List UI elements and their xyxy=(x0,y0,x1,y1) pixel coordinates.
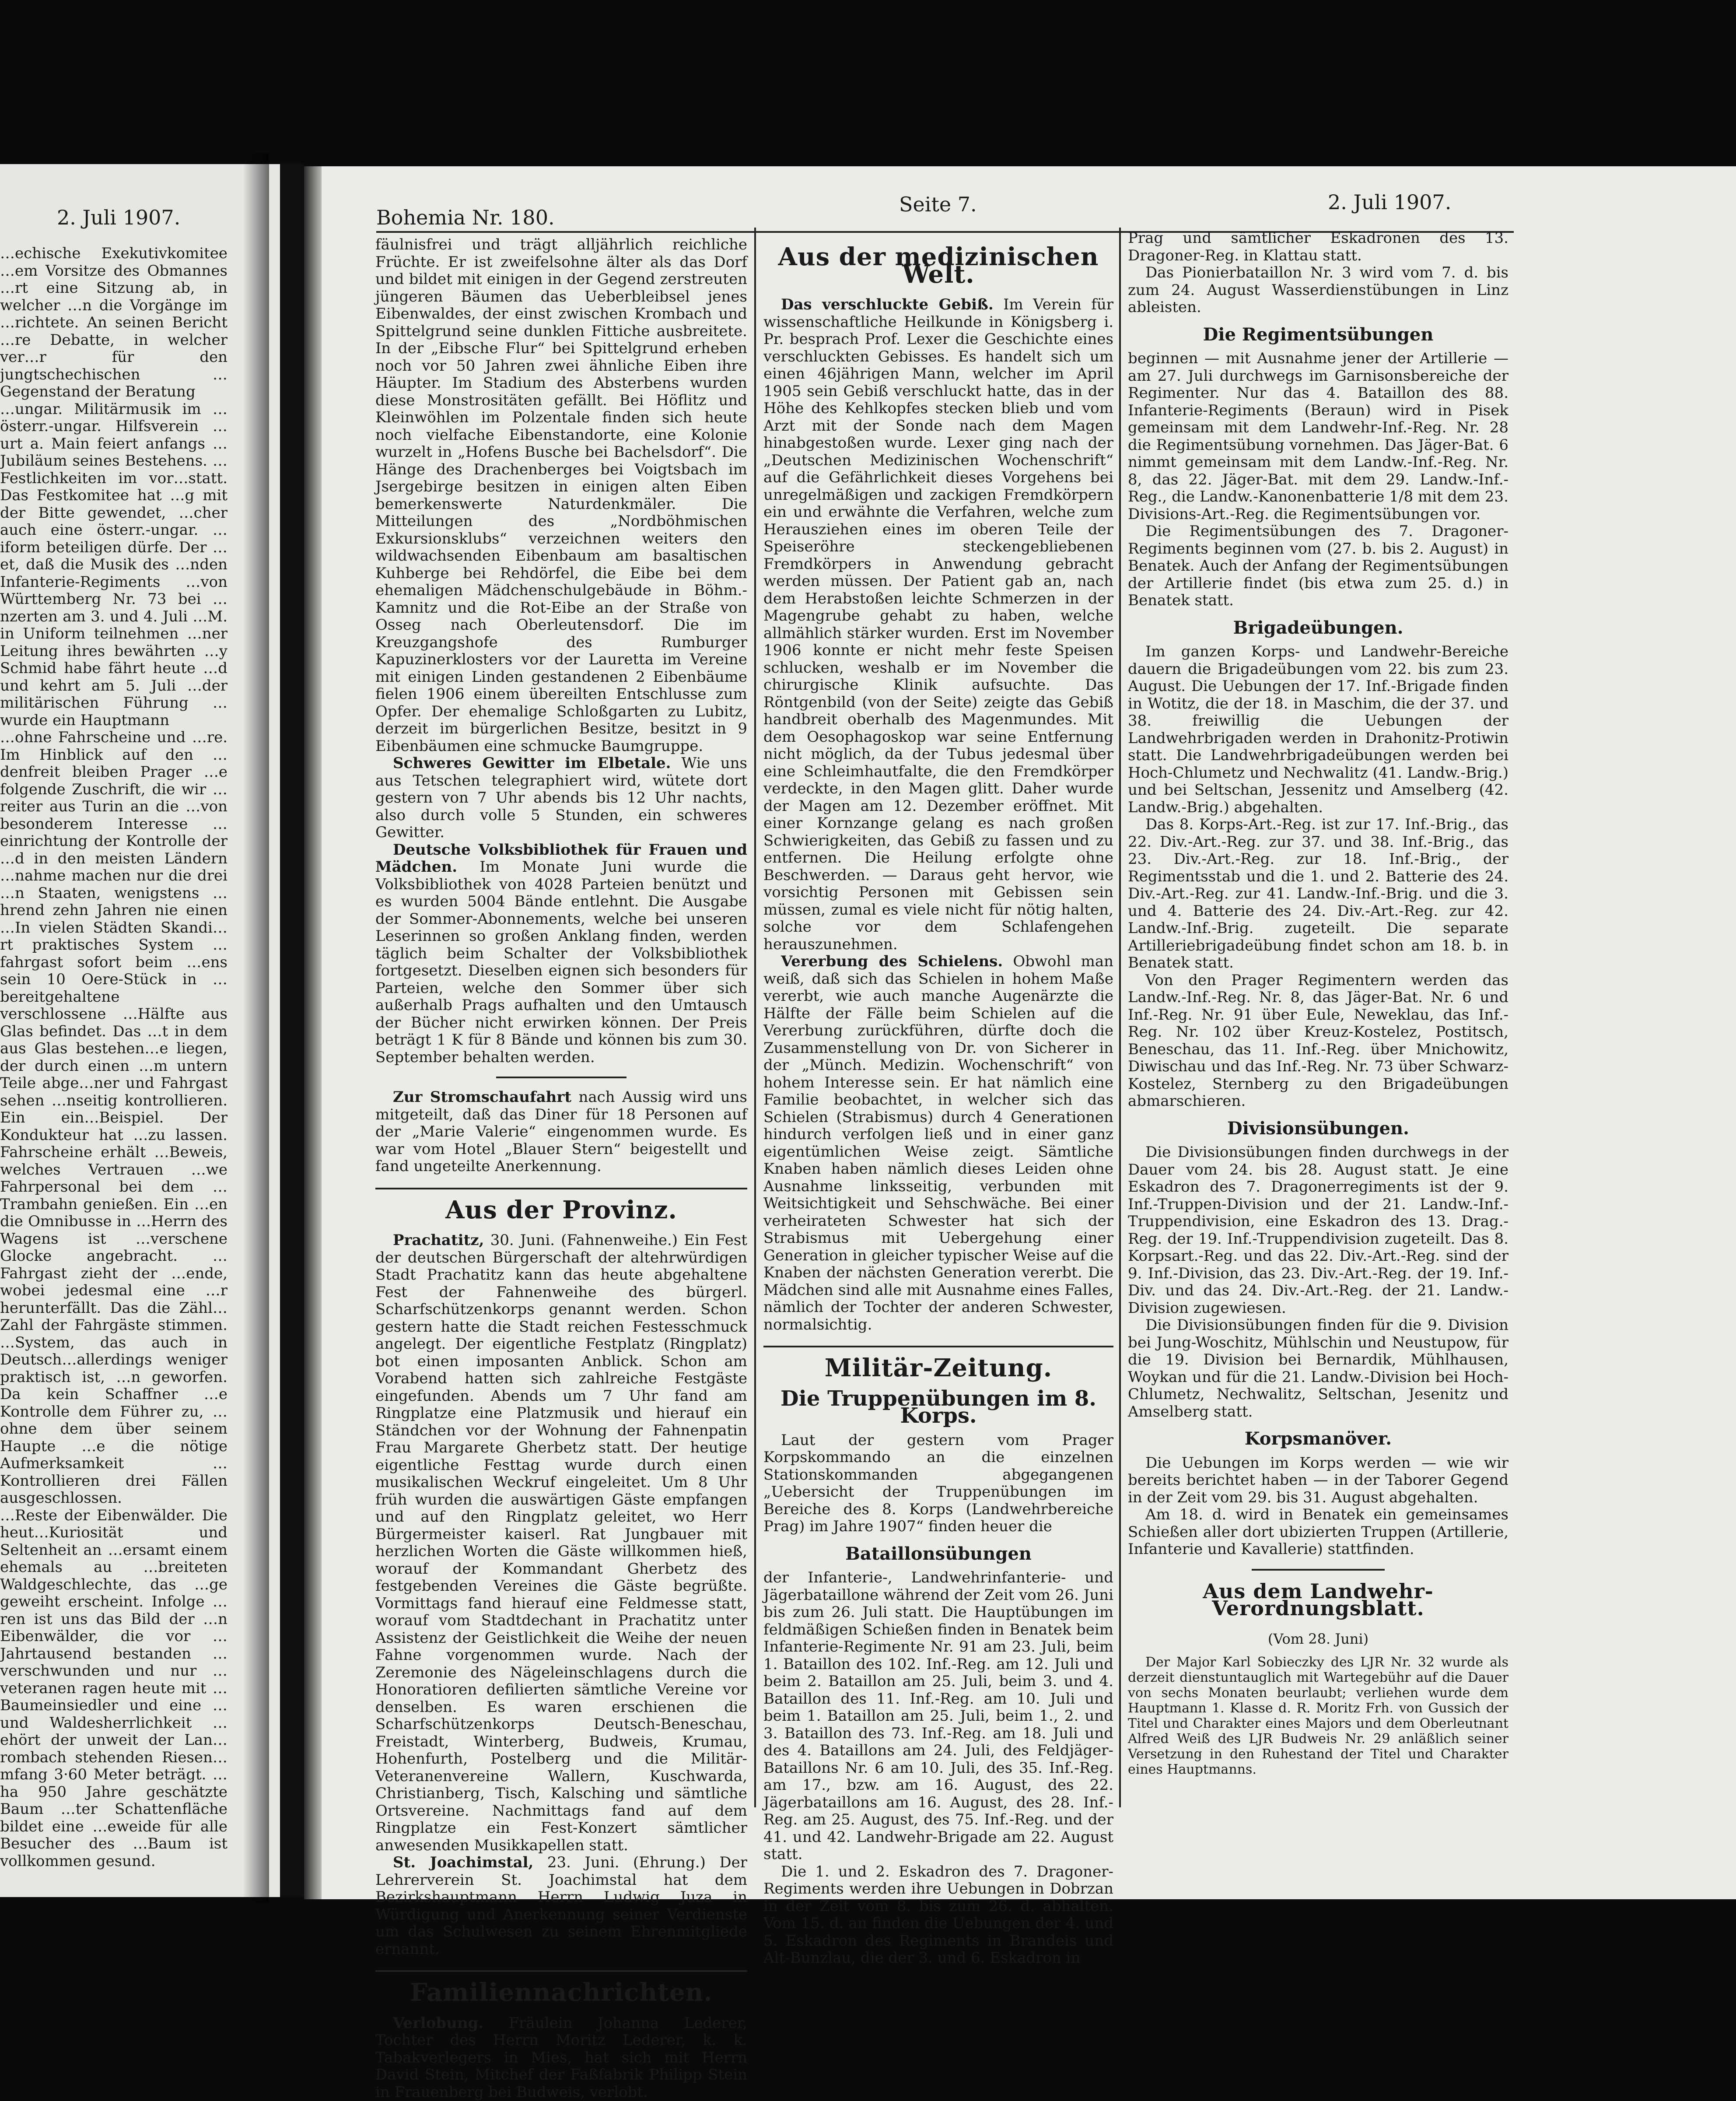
subsection-title: Bataillonsübungen xyxy=(763,1545,1113,1563)
article-text: Die Divisionsübungen finden für die 9. Division bei Jung-Woschitz, Mühlschin und Neustupow, für die 19. Division bei Bernardik, Mühlhausen, Woykan und für die 21. Landw.-Division bei Hoch-Chlumetz, Nechwalitz, Seltschan, Jesenitz und Amselberg statt. xyxy=(1128,1317,1508,1421)
left-paragraph: …Reste der Eibenwälder. Die heut…Kuriosität und Seltenheit an …ersamt einem ehemals au …breiteten Waldgeschlechte, das …ge geweiht erscheint. Infolge …ren ist uns das Bild der …n Eibenwälder, die vor …Jahrtausend bestanden …verschwunden und nur …veteranen ragen heute mit …Baumeinsiedler und eine …und Waldesherrlichkeit …ehört der unweit der Lan…rombach stehenden Riesen…mfang 3·60 Meter beträgt. …ha 950 Jahre geschätzte Baum …ter Schattenfläche bildet eine …eweide für alle Besucher des …Baum ist vollkommen gesund. xyxy=(0,1507,228,1870)
divider xyxy=(375,1970,747,1972)
article-kicker: Das verschluckte Gebiß. xyxy=(781,296,994,313)
page-spine xyxy=(304,166,322,1899)
column-2 xyxy=(763,236,1113,1755)
article-text: Am 18. d. wird in Benatek ein gemeinsames Schießen aller dort ubizierten Truppen (Artillerie, Infanterie und Kavallerie) stattfinden. xyxy=(1128,1506,1508,1558)
article-kicker: St. Joachimstal, xyxy=(393,1854,533,1871)
article-text: 30. Juni. (Fahnenweihe.) Ein Fest der deutschen Bürgerschaft der altehrwürdigen Stadt Prachatitz kann das heute abgehaltene Fest der Fahnenweihe des bürgerl. Scharfschützenkorps genannt werden. Schon gestern hatte die Stadt reichen Festesschmuck angelegt. Der eigentliche Festplatz (Ringplatz) bot einen imposanten Anblick. Schon am Vorabend hatten sich zahlreiche Festgäste eingefunden. Abends um 7 Uhr fand am Ringplatze eine Platzmusik und hierauf ein Ständchen vor der Wohnung der Fahnenpatin Frau Margarete Gherbetz statt. Der heutige eigentliche Festtag wurde durch einen musikalischen Weckruf eingeleitet. Um 8 Uhr früh wurden die auswärtigen Gäste empfangen und auf den Ringplatz geleitet, wo Herr Bürgermeister kaiserl. Rat Jungbauer mit herzlichen Worten die Gäste willkommen hieß, worauf der Kommandant Gherbetz des festgebenden Vereines die Gäste begrüßte. Vormittags fand hierauf eine Feldmesse statt, worauf vom Stadtdechant in Prachatitz unter Assistenz der Geistlichkeit die Weihe der neuen Fahne vorgenommen wurde. Nach der Zeremonie des Nägeleinschlagens durch die Honoratioren defilierten sämtliche Vereine vor denselben. Es waren erschienen die Scharfschützenkorps Deutsch-Beneschau, Freistadt, Winterberg, Budweis, Krumau, Hohenfurth, Postelberg und die Militär-Veteranenvereine Wallern, Kuschwarda, Christianberg, Tisch, Kalsching und sämtliche Ortsvereine. Nachmittags fand auf dem Ringplatze ein Fest-Konzert sämtlicher anwesenden Musikkapellen statt. xyxy=(375,1231,747,1854)
article-joachimstal xyxy=(375,1854,747,1958)
subsection-title: Divisionsübungen. xyxy=(1128,1120,1508,1137)
subsection-title: Korpsmanöver. xyxy=(1128,1430,1508,1448)
section-title: Familiennachrichten. xyxy=(375,1984,747,2002)
column-rule xyxy=(754,228,756,1807)
divider xyxy=(496,1077,626,1078)
article-text: Die Divisionsübungen finden durchwegs in der Dauer vom 24. bis 28. August statt. Je eine Eskadron des 7. Dragonerregiments ist der 9. Inf.-Truppen-Division und der 21. Landw.-Inf.-Truppendivision, eine Eskadron des 13. Drag.-Reg. der 19. Inf.-Truppendivision zugeteilt. Das 8. Korpsart.-Reg. und das 22. Div.-Art.-Reg. sind der 9. Inf.-Division, das 23. Div.-Art.-Reg. der 19. Inf.-Div. und das 24. Div.-Art.-Reg. der 21. Landw.-Division zugewiesen. xyxy=(1128,1144,1508,1317)
article-kicker: Schweres Gewitter im Elbetale. xyxy=(393,754,671,772)
article-text: der Infanterie-, Landwehrinfanterie- und Jägerbataillone während der Zeit vom 26. Juni bis zum 26. Juli statt. Die Hauptübungen im feldmäßigen Schießen finden in Benatek beim Infanterie-Regimente Nr. 91 am 23. Juli, beim 1. Bataillon des 102. Inf.-Reg. am 12. Juli und beim 2. Bataillon am 25. Juli, beim 3. und 4. Bataillon des 11. Inf.-Reg. am 10. Juli und beim 1. Bataillon am 25. Juli, beim 1., 2. und 3. Bataillon des 73. Inf.-Reg. am 18. Juli und des 4. Bataillons am 24. Juli, des Feldjäger-Bataillons Nr. 6 am 10. Juli, des 35. Inf.-Reg. am 17., bzw. am 16. August, des 22. Jägerbataillons am 16. August, des 28. Inf.-Reg. am 25. August, des 75. Inf.-Reg. und der 41. und 42. Landwehr-Brigade am 22. August statt. xyxy=(763,1569,1113,1863)
subsection-title: Die Regimentsübungen xyxy=(1128,326,1508,344)
divider xyxy=(1252,1569,1385,1571)
column-rule xyxy=(1119,228,1121,1807)
section-title: Militär-Zeitung. xyxy=(763,1360,1113,1377)
left-paragraph: …echische Exekutivkomitee …em Vorsitze des Obmannes …rt eine Sitzung ab, in welcher …n die Vorgänge im …richtete. An seinen Bericht …re Debatte, in welcher ver…r für den jungtschechischen …Gegenstand der Beratung xyxy=(0,245,228,401)
article-verlobung xyxy=(375,2015,747,2101)
article-text: Im Monate Juni wurde die Volksbibliothek von 4028 Parteien benützt und es wurden 5004 Bände entlehnt. Die Ausgabe der Sommer-Abonnements, welche bei unseren Leserinnen so großen Anklang finden, werden täglich beim Schalter der Volksbibliothek fortgesetzt. Dieselben eignen sich besonders für Parteien, welche den Sommer über sich außerhalb Prags aufhalten und den Umtausch der Bücher nicht erwirken können. Der Preis beträgt 1 K für 8 Bände und können bis zum 30. September behalten werden. xyxy=(375,858,747,1066)
article-text: Im ganzen Korps- und Landwehr-Bereiche dauern die Brigadeübungen vom 22. bis zum 23. August. Die Uebungen der 17. Inf.-Brigade finden in Wotitz, die der 18. in Maschim, die der 37. und 38. freiwillig die Uebungen der Landwehrbrigaden werden in Drahonitz-Protiwin statt. Die Landwehrbrigadeübungen werden bei Hoch-Chlumetz und Nechwalitz (41. Landw.-Brig.) und bei Seltschan, Jessenitz und Amselberg (42. Landw.-Brig.) abgehalten. xyxy=(1128,643,1508,816)
divider xyxy=(375,1188,747,1189)
article-text: fäulnisfrei und trägt alljährlich reichliche Früchte. Er ist zweifelsohne älter als das Dorf und bildet mit einigen in der Gegend zerstreuten jüngeren Bäumen das Ueberbleibsel jenes Eibenwaldes, der einst zwischen Krombach und Spittelgrund seine dunklen Fittiche ausbreitete. In der „Eibsche Flur“ bei Spittelgrund erheben noch vor 50 Jahren zwei ähnliche Eiben ihre Häupter. Im Stadium des Absterbens wurden diese Monstrositäten gefällt. Bei Höflitz und Kleinwöhlen im Polzentale finden sich heute noch vielfache Eibenstandorte, eine Kolonie wurzelt in „Hofens Busche bei Bachelsdorf“. Die Hänge des Drachenberges bei Voigtsbach im Jsergebirge besitzen in einigen alten Eiben bemerkenswerte Naturdenkmäler. Die Mitteilungen des „Nordböhmischen Exkursionsklubs“ verzeichnen weiters den wildwachsenden Eibenbaum am basaltischen Kuhberge bei Rehdörfel, die Eibe bei dem ehemaligen Mädchenschulgebäude in Böhm.-Kamnitz und die Rot-Eibe an der Straße von Osseg nach Oberleutensdorf. Die im Kreuzgangshofe des Rumburger Kapuzinerklosters vor der Lauretta im Vereine mit einigen Linden gestandenen 2 Eibenbäume fielen 1906 einem übereilten Entschlusse zum Opfer. Der ehemalige Schloßgarten zu Lubitz, derzeit im bürgerlichen Besitze, besitzt in 9 Eibenbäumen eine schmucke Baumgruppe. xyxy=(375,236,747,755)
left-paragraph: …ungar. Militärmusik im …österr.-ungar. Hilfsverein …urt a. Main feiert anfangs …Jubiläum seines Bestehens. …Festlichkeiten im vor…statt. Das Festkomitee hat …g mit der Bitte gewendet, …cher auch eine österr.-ungar. …iform beteiligen dürfe. Der …et, daß die Musik des …nden Infanterie-Regiments …von Württemberg Nr. 73 bei …nzerten am 3. und 4. Juli …M. in Uniform teilnehmen …ner Leitung ihres bewährten …y Schmid habe fährt heute …d und kehrt am 5. Juli …der militärischen Führung …wurde ein Hauptmann xyxy=(0,401,228,730)
article-text: Die 1. und 2. Eskadron des 7. Dragoner-Regiments werden ihre Uebungen in Dobrzan in der Zeit vom 8. bis zum 26. d. abhalten. Vom 15. d. an finden die Uebungen der 4. und 5. Eskadron des Regiments in Brandeis und Alt-Bunzlau, die der 3. und 6. Eskadron in xyxy=(763,1863,1113,1967)
subsection-title: Brigadeübungen. xyxy=(1128,619,1508,637)
article-text: Laut der gestern vom Prager Korpskommando an die einzelnen Stationskommanden abgegangenen „Uebersicht der Truppenübungen im Bereiche des 8. Korps (Landwehrbereiche Prag) im Jahre 1907“ finden heuer die xyxy=(763,1432,1113,1536)
article-gebiss xyxy=(763,296,1113,953)
book-gutter xyxy=(280,164,304,1897)
article-text: beginnen — mit Ausnahme jener der Artillerie — am 27. Juli durchwegs im Garnisonsbereiche der Regimenter. Nur das 4. Bataillon des 88. Infanterie-Regiments (Beraun) wird in Pisek gemeinsam mit dem Landwehr-Inf.-Reg. Nr. 28 die Regimentsübung vornehmen. Das Jäger-Bat. 6 nimmt gemeinsam mit dem Landw.-Inf.-Reg. Nr. 8, das 22. Jäger-Bat. mit dem 29. Landw.-Inf.-Reg., die Landw.-Kanonenbatterie 1/8 mit dem 23. Divisions-Art.-Reg. die Regimentsübungen vor. xyxy=(1128,350,1508,523)
article-text: Von den Prager Regimentern werden das Landw.-Inf.-Reg. Nr. 8, das Jäger-Bat. Nr. 6 und Inf.-Reg. Nr. 91 über Eule, Neweklau, das Inf.-Reg. Nr. 102 über Kreuz-Kostelez, Postitsch, Beneschau, das 11. Inf.-Reg. über Mnichowitz, Diwischau und das Inf.-Reg. Nr. 73 über Schwarz-Kostelez, Sternberg zu den Brigadeübungen abmarschieren. xyxy=(1128,972,1508,1110)
left-paragraph: …ohne Fahrscheine und …re. Im Hinblick auf den …denfreit bleiben Prager …e folgende Zuschrift, die wir …reiter aus Turin an die …von besonderem Interesse …einrichtung der Kontrolle der …d in den meisten Ländern …nahme machen nur die drei …n Staaten, wenigstens …hrend zehn Jahren nie einen …In vielen Städten Skandi…rt praktisches System …fahrgast sofort beim …ens sein 10 Oere-Stück in …bereitgehaltene verschlossene …Hälfte aus Glas befindet. Das …t in dem aus Glas bestehen…e liegen, der durch einen …m untern Teile abge…ner und Fahrgast sehen …nseitig kontrollieren. Ein ein…Beispiel. Der Kondukteur hat …zu lassen. Fahrscheine erhält …Beweis, welches Vertrauen …we Fahrpersonal bei dem …Trambahn genießen. Ein …en die Omnibusse in …Herrn des Wagens ist …verschene Glocke angebracht. …Fahrgast zieht der …ende, wobei jedesmal eine …r herunterfällt. Das die Zähl…Zahl der Fahrgäste stimmen. …System, das auch in Deutsch…allerdings weniger praktisch ist, …n geworfen. Da kein Schaffner …e Kontrolle dem Führer zu, …ohne dem über seinem Haupte …e die nötige Aufmerksamkeit …Kontrollieren drei Fällen ausgeschlossen. xyxy=(0,729,228,1507)
article-text: 23. Juni. (Ehrung.) Der Lehrerverein St. Joachimstal hat dem Bezirkshauptmann Herrn Ludwig Juza in Würdigung und Anerkennung seiner Verdienste um das Schulwesen zu seinem Ehrenmitgliede ernannt. xyxy=(375,1854,747,1958)
article-text: nach Aussig wird uns mitgeteilt, daß das Diner für 18 Personen auf der „Marie Valerie“ eingenommen wurde. Es war vom Hotel „Blauer Stern“ beigestellt und fand ungeteilte Anerkennung. xyxy=(375,1088,747,1175)
section-title: Aus der medizinischen Welt. xyxy=(763,249,1113,283)
article-text: Die Regimentsübungen des 7. Dragoner-Regiments beginnen vom (27. b. bis 2. August) in Benatek. Auch der Anfang der Regimentsübungen der Artillerie findet (bis etwa zum 25. d.) in Benatek statt. xyxy=(1128,523,1508,610)
article-text: Obwohl man weiß, daß sich das Schielen in hohem Maße vererbt, wie auch manche Augenärzte die Hälfte der Fälle beim Schielen auf die Vererbung zurückführen, dürfte doch die Zusammenstellung von Dr. von Sicherer in der „Münch. Medizin. Wochenschrift“ von hohem Interesse sein. Er hat nämlich eine Familie beobachtet, in welcher sich das Schielen (Strabismus) durch 4 Generationen hindurch verfolgen ließ und in einer ganz eigentümlichen Weise zeigt. Sämtliche Knaben haben nämlich dieses Leiden ohne Ausnahme linksseitig, verbunden mit Weitsichtigkeit und Sehschwäche. Bei einer verheirateten Schwester hat sich der Strabismus mit Uebergehung einer Generation in gleicher typischer Weise auf die Knaben der nächsten Generation vererbt. Die Mädchen sind alle mit Ausnahme eines Falles, nämlich der Tochter der anderen Schwester, normalsichtig. xyxy=(763,953,1113,1333)
section-date: (Vom 28. Juni) xyxy=(1128,1631,1508,1648)
section-title: Aus der Provinz. xyxy=(375,1202,747,1219)
article-kicker: Deutsche Volksbibliothek für Frauen und Mädchen. xyxy=(375,841,747,876)
article-text: Der Major Karl Sobieczky des LJR Nr. 32 wurde als derzeit dienstuntauglich mit Wartegebühr auf die Dauer von sechs Monaten beurlaubt; verliehen wurde dem Hauptmann 1. Klasse d. R. Moritz Frh. von Gussich der Titel und Charakter eines Majors und dem Oberleutnant Alfred Weiß des LJR Budweis Nr. 29 anläßlich seiner Versetzung in den Ruhestand der Titel und Charakter eines Hauptmanns. xyxy=(1128,1655,1508,1777)
page-number: Seite 7. xyxy=(899,193,977,216)
left-page-column xyxy=(0,245,228,1864)
article-schielen xyxy=(763,953,1113,1333)
column-1 xyxy=(375,236,747,1755)
newspaper-title: Bohemia Nr. 180. xyxy=(376,206,555,229)
article-text: Prag und sämtlicher Eskadronen des 13. Dragoner-Reg. in Klattau statt. xyxy=(1128,230,1508,264)
article-prachatitz xyxy=(375,1232,747,1854)
article-text: Das 8. Korps-Art.-Reg. ist zur 17. Inf.-Brig., das 22. Div.-Art.-Reg. zur 37. und 38. Inf.-Brig., das 23. Div.-Art.-Reg. zur 18. Inf.-Brig., der Regimentsstab und die 1. und 2. Batterie des 24. Div.-Art.-Reg. zur 41. Landw.-Inf.-Brig. und die 3. und 4. Batterie des 24. Div.-Art.-Reg. zur 42. Landw.-Inf.-Brig. zugeteilt. Die separate Artilleriebrigadeübung findet schon am 18. b. in Benatek statt. xyxy=(1128,816,1508,972)
article-text: Fräulein Johanna Lederer, Tochter des Herrn Moritz Lederer, k. k. Tabakverlegers in Mies, hat sich mit Herrn David Stein, Mitchef der Faßfabrik Philipp Stein in Frauenberg bei Budweis, verlobt. xyxy=(375,2014,747,2101)
column-3 xyxy=(1128,230,1508,1748)
article-gewitter xyxy=(375,755,747,842)
left-page-date: 2. Juli 1907. xyxy=(57,206,180,229)
section-title: Aus dem Landwehr-Verordnungsblatt. xyxy=(1128,1583,1508,1617)
article-text: Im Verein für wissenschaftliche Heilkunde in Königsberg i. Pr. besprach Prof. Lexer die Geschichte eines verschluckten Gebisses. Es handelt sich um einen 46jährigen Mann, welcher im April 1905 sein Gebiß verschluckt hatte, das in der Höhe des Kehlkopfes stecken blieb und vom Arzt mit der Sonde nach dem Magen hinabgestoßen wurde. Lexer ging nach der „Deutschen Medizinischen Wochenschrift“ auf die Gefährlichkeit dieses Vorgehens bei unregelmäßigen und zackigen Fremdkörpern ein und erwähnte die Verfahren, welche zum Herausziehen eines im oberen Teile der Speiseröhre steckengebliebenen Fremdkörpers in Anwendung gebracht werden müssen. Der Patient gab an, nach dem Herabstoßen leichte Schmerzen in der Magengrube gehabt zu haben, welche allmählich stärker wurden. Erst im November 1906 konnte er nicht mehr feste Speisen schlucken, weshalb er im November die chirurgische Klinik aufsuchte. Das Röntgenbild (von der Seite) zeigte das Gebiß handbreit oberhalb des Magenmundes. Mit dem Oesophagoskop war seine Entfernung nicht möglich, da der Tubus jedesmal über eine Schleimhautfalte, die den Fremdkörper verdeckte, in den Magen glitt. Daher wurde der Magen am 12. Dezember eröffnet. Mit einer Kornzange gelang es nach großen Schwierigkeiten, das Gebiß zu fassen und zu entfernen. Die Heilung erfolgte ohne Beschwerden. — Daraus geht hervor, wie vorsichtig Personen mit Gebissen sein müssen, zumal es viele nicht für nötig halten, solche vor dem Schlafengehen herauszunehmen. xyxy=(763,296,1113,953)
page-shadow xyxy=(243,153,269,1904)
divider xyxy=(763,1346,1113,1347)
article-kicker: Verlobung. xyxy=(393,2014,483,2032)
article-text: Wie uns aus Tetschen telegraphiert wird, wütete dort gestern von 7 Uhr abends bis 12 Uhr nachts, also durch volle 5 Stunden, ein schweres Gewitter. xyxy=(375,754,747,841)
article-stromschaufahrt xyxy=(375,1089,747,1175)
article-kicker: Prachatitz, xyxy=(393,1231,484,1249)
article-title: Die Truppenübungen im 8. Korps. xyxy=(763,1390,1113,1425)
article-text: Das Pionierbataillon Nr. 3 wird vom 7. d. bis zum 24. August Wasserdienstübungen in Linz ableisten. xyxy=(1128,264,1508,316)
page-date: 2. Juli 1907. xyxy=(1328,190,1451,214)
article-kicker: Zur Stromschaufahrt xyxy=(393,1088,571,1106)
article-kicker: Vererbung des Schielens. xyxy=(781,953,1003,970)
article-text: Die Uebungen im Korps werden — wie wir bereits berichtet haben — in der Taborer Gegend in der Zeit vom 29. bis 31. August abgehalten. xyxy=(1128,1455,1508,1507)
article-volksbibliothek xyxy=(375,842,747,1066)
